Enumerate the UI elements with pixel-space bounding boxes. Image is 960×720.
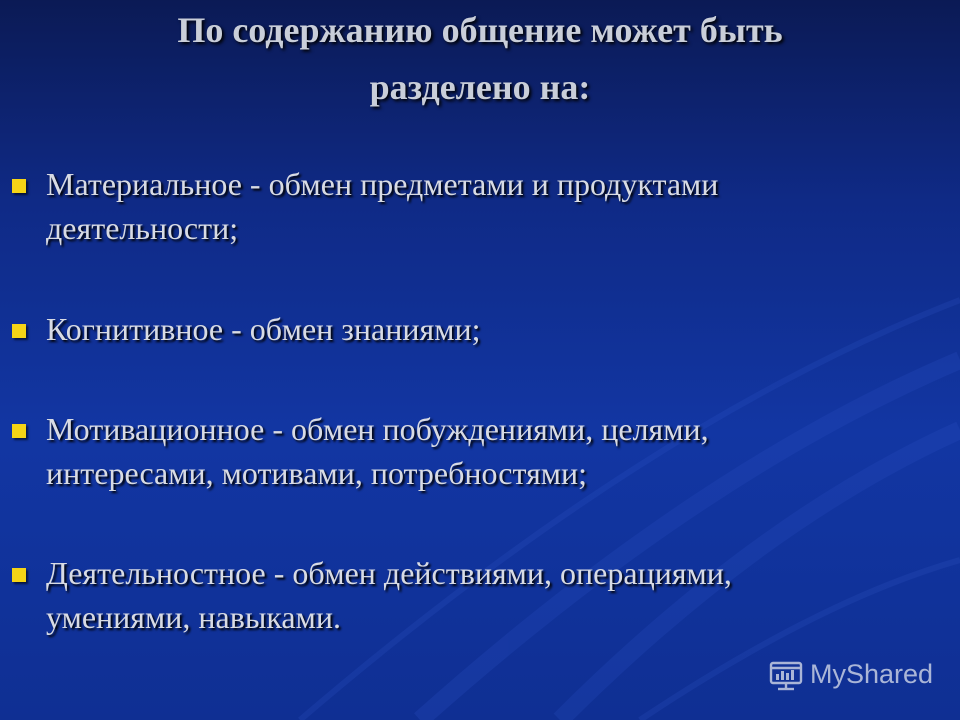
bullet-text-line-1: Когнитивное - обмен знаниями;: [46, 311, 481, 347]
bullet-text-line-1: Материальное - обмен предметами и продуктами: [46, 166, 719, 202]
watermark-text: MyShared: [810, 658, 934, 689]
bullet-square-icon: [12, 424, 26, 438]
bullet-square-icon: [12, 324, 26, 338]
bullet-text-line-1: Мотивационное - обмен побуждениями, целями,: [46, 411, 709, 447]
myshared-logo-icon: [768, 657, 804, 691]
slide-title: [0, 2, 960, 116]
bullet-list: [0, 162, 960, 639]
bullet-text-line-2: умениями, навыками.: [46, 599, 341, 635]
myshared-watermark[interactable]: [768, 656, 933, 692]
bullet-item-activity: [0, 551, 960, 639]
bullet-item-motivational: [0, 407, 960, 495]
bullet-text-line-2: деятельности;: [46, 210, 239, 246]
bullet-text-line-2: интересами, мотивами, потребностями;: [46, 455, 588, 491]
bullet-square-icon: [12, 179, 26, 193]
slide-title-line-2: разделено на:: [369, 67, 591, 107]
bullet-item-material: [0, 162, 960, 250]
bullet-text-line-1: Деятельностное - обмен действиями, операциями,: [46, 555, 732, 591]
bullet-item-cognitive: [0, 307, 960, 351]
bullet-square-icon: [12, 568, 26, 582]
slide-title-line-1: По содержанию общение может быть: [177, 10, 783, 50]
